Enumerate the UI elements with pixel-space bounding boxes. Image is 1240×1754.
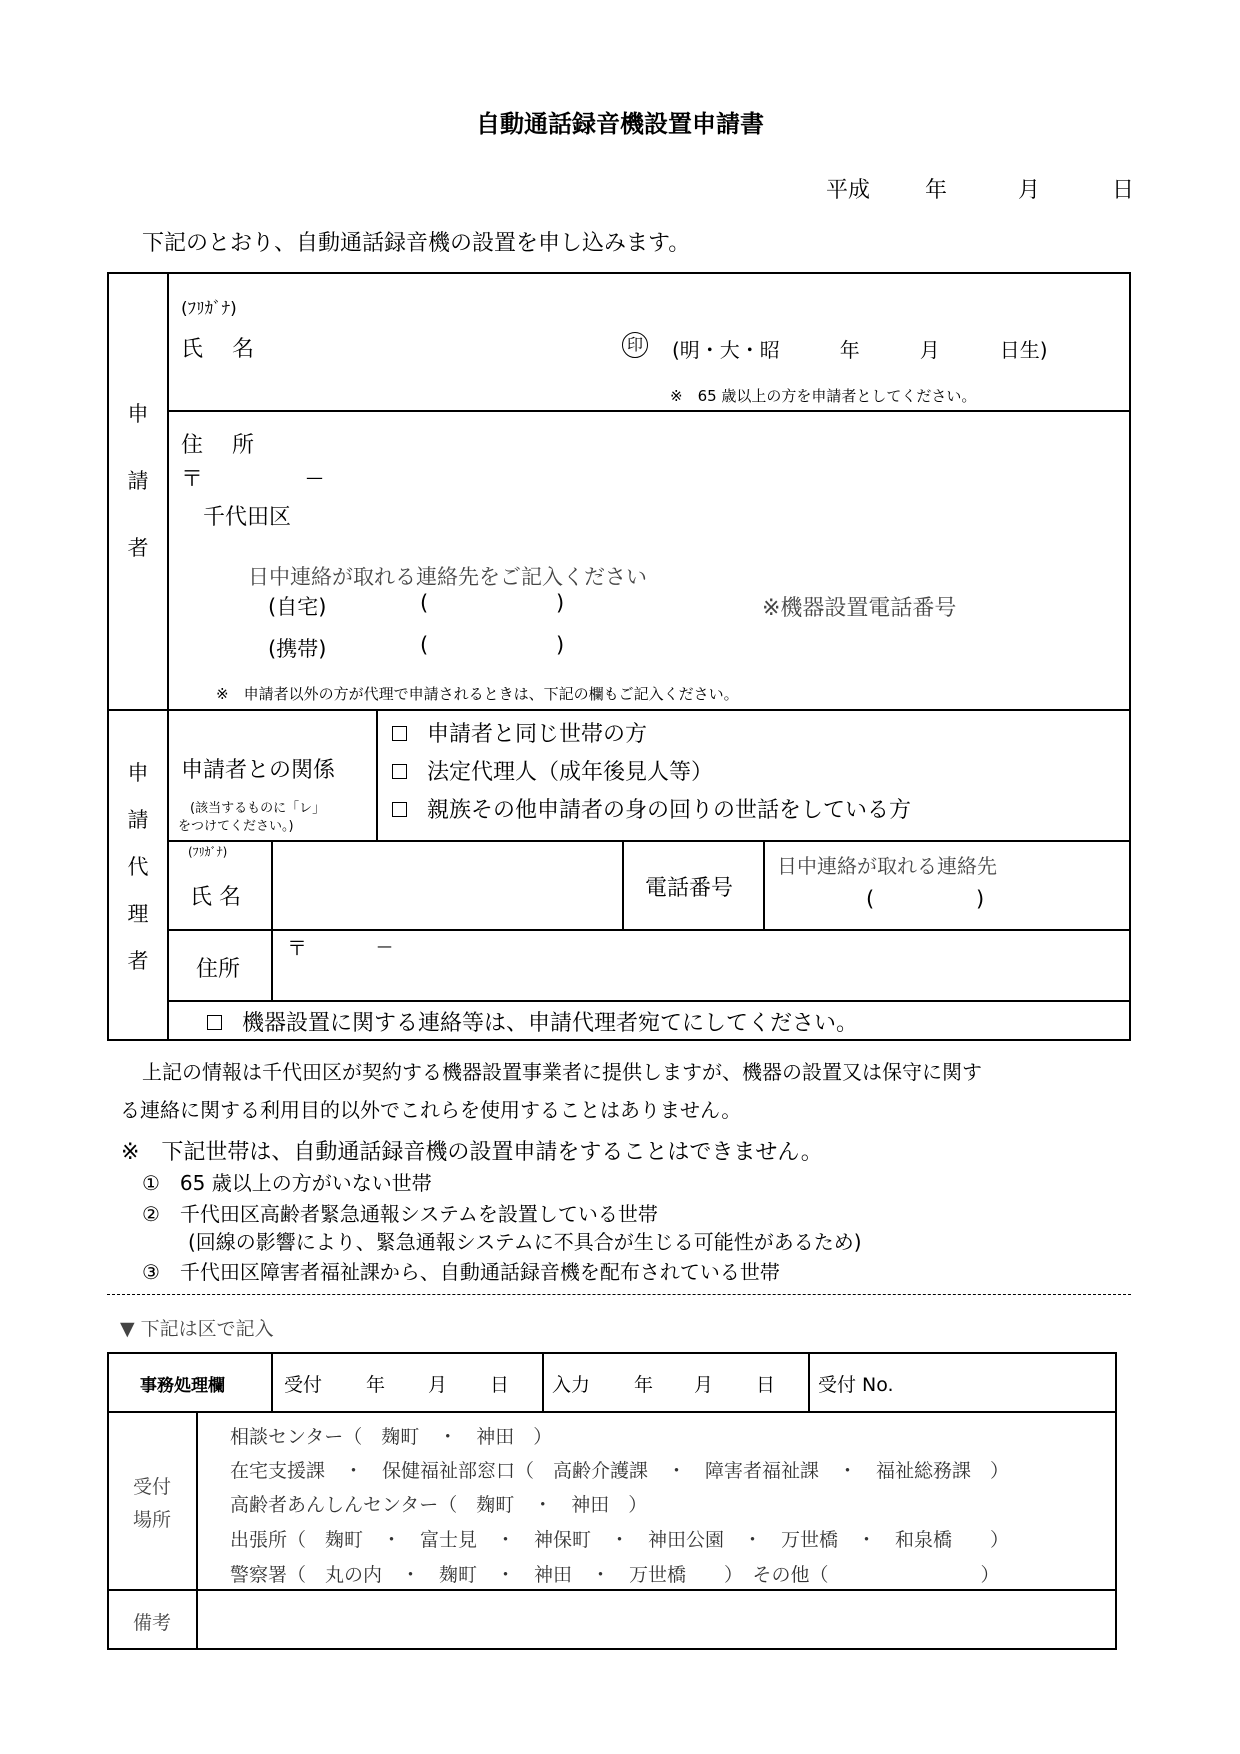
relation-hint-1: (該当するものに「レ」 xyxy=(190,801,326,816)
received-month-label: 月 xyxy=(428,1374,448,1396)
proxy-address-label: 住所 xyxy=(196,957,241,982)
location-home-support: 在宅支援課 ・ 保健福祉部窓口（ 高齢介護課 ・ 障害者福祉課 ・ 福祉総務課 ） xyxy=(230,1460,1010,1482)
proxy-section-label: 申 請 代 理 者 xyxy=(127,761,149,973)
checkbox-icon[interactable] xyxy=(392,726,407,741)
proxy-phone-label: 電話番号 xyxy=(645,876,734,901)
proxy-phone-close: ) xyxy=(976,887,985,911)
location-elderly-center: 高齢者あんしんセンター（ 麹町 ・ 神田 ） xyxy=(230,1494,648,1516)
postal-dash: — xyxy=(306,468,323,488)
input-day-label: 日 xyxy=(756,1374,776,1396)
location-branch-office: 出張所（ 麹町 ・ 富士見 ・ 神保町 ・ 神田公園 ・ 万世橋 ・ 和泉橋 ） xyxy=(230,1529,1010,1551)
checkbox-icon[interactable] xyxy=(392,764,407,779)
proxy-furigana-label: (ﾌﾘｶﾞﾅ) xyxy=(188,845,228,859)
mobile-phone-label: (携帯) xyxy=(268,637,327,661)
input-year-label: 年 xyxy=(634,1374,654,1396)
applicant-contact-note: 日中連絡が取れる連絡先をご記入ください xyxy=(248,565,647,589)
date-day-label: 日 xyxy=(1112,178,1135,203)
applicant-furigana-label: (ﾌﾘｶﾞﾅ) xyxy=(181,299,237,319)
relation-option-same-household[interactable]: 申請者と同じ世帯の方 xyxy=(392,717,647,748)
ineligible-item-3: ③ 千代田区障害者福祉課から、自動通話録音機を配布されている世帯 xyxy=(142,1260,780,1284)
receipt-number-label: 受付 No. xyxy=(818,1374,894,1396)
mobile-phone-open: ( xyxy=(420,633,429,657)
remarks-label: 備考 xyxy=(133,1612,172,1634)
contact-proxy-option[interactable]: 機器設置に関する連絡等は、申請代理者宛てにしてください。 xyxy=(207,1006,858,1037)
office-use-heading: ▼ 下記は区で記入 xyxy=(120,1318,274,1340)
ineligible-item-2: ② 千代田区高齢者緊急通報システムを設置している世帯 xyxy=(142,1202,658,1226)
location-label-1: 受付 xyxy=(133,1476,172,1498)
location-label-2: 場所 xyxy=(133,1509,172,1531)
page-title: 自動通話録音機設置申請書 xyxy=(476,110,764,138)
ineligible-heading: ※ 下記世帯は、自動通話録音機の設置申請をすることはできません。 xyxy=(121,1140,823,1165)
location-consultation-center: 相談センター（ 麹町 ・ 神田 ） xyxy=(230,1426,553,1448)
received-day-label: 日 xyxy=(490,1374,510,1396)
applicant-address-label: 住 所 xyxy=(181,433,254,458)
processing-label: 事務処理欄 xyxy=(140,1376,225,1396)
proxy-contact-note: 日中連絡が取れる連絡先 xyxy=(777,854,997,878)
device-phone-note: ※機器設置電話番号 xyxy=(762,596,957,621)
received-year-label: 年 xyxy=(366,1374,386,1396)
privacy-line-2: る連絡に関する利用目的以外でこれらを使用することはありません。 xyxy=(120,1098,742,1122)
home-phone-open: ( xyxy=(420,591,429,615)
location-police-station: 警察署（ 丸の内 ・ 麹町 ・ 神田 ・ 万世橋 ） その他（ ） xyxy=(230,1564,1000,1586)
ineligible-item-1: ① 65 歳以上の方がいない世帯 xyxy=(142,1171,432,1195)
intro-text: 下記のとおり、自動通話録音機の設置を申し込みます。 xyxy=(142,231,691,256)
proxy-name-label: 氏 名 xyxy=(190,885,241,910)
date-era: 平成 xyxy=(826,178,871,203)
relation-hint-2: をつけてください。) xyxy=(178,819,294,834)
received-label: 受付 xyxy=(284,1374,323,1396)
checkbox-icon[interactable] xyxy=(392,802,407,817)
privacy-line-1: 上記の情報は千代田区が契約する機器設置事業者に提供しますが、機器の設置又は保守に関す xyxy=(142,1060,982,1084)
applicant-name-label: 氏 名 xyxy=(181,337,254,362)
applicant-section-label: 申 請 者 xyxy=(127,402,149,560)
age-note: ※ 65 歳以上の方を申請者としてください。 xyxy=(670,387,977,405)
date-year-label: 年 xyxy=(925,178,948,203)
remarks-field[interactable] xyxy=(200,1593,1110,1645)
input-label: 入力 xyxy=(552,1374,591,1396)
seal-icon: 印 xyxy=(622,332,648,358)
checkbox-icon[interactable] xyxy=(207,1015,222,1030)
proxy-phone-open: ( xyxy=(866,887,875,911)
ward-name: 千代田区 xyxy=(203,505,292,530)
ineligible-item-2-note: (回線の影響により、緊急通報システムに不具合が生じる可能性があるため) xyxy=(188,1230,862,1254)
dashed-separator xyxy=(107,1294,1131,1295)
date-month-label: 月 xyxy=(1018,178,1041,203)
mobile-phone-close: ) xyxy=(556,633,565,657)
proxy-name-field[interactable] xyxy=(277,846,617,926)
relation-option-legal-representative[interactable]: 法定代理人（成年後見人等） xyxy=(392,755,713,786)
home-phone-close: ) xyxy=(556,591,565,615)
relation-option-relative-caregiver[interactable]: 親族その他申請者の身の回りの世話をしている方 xyxy=(392,793,911,824)
applicant-birth-field: (明・大・昭 年 月 日生) xyxy=(672,338,1048,362)
home-phone-label: (自宅) xyxy=(268,595,327,619)
proxy-note: ※ 申請者以外の方が代理で申請されるときは、下記の欄もご記入ください。 xyxy=(216,685,739,703)
proxy-postal-dash: — xyxy=(377,937,392,955)
proxy-postal-mark: 〒 xyxy=(287,936,307,960)
relation-label: 申請者との関係 xyxy=(181,758,336,783)
postal-mark: 〒 xyxy=(181,467,204,492)
input-month-label: 月 xyxy=(694,1374,714,1396)
